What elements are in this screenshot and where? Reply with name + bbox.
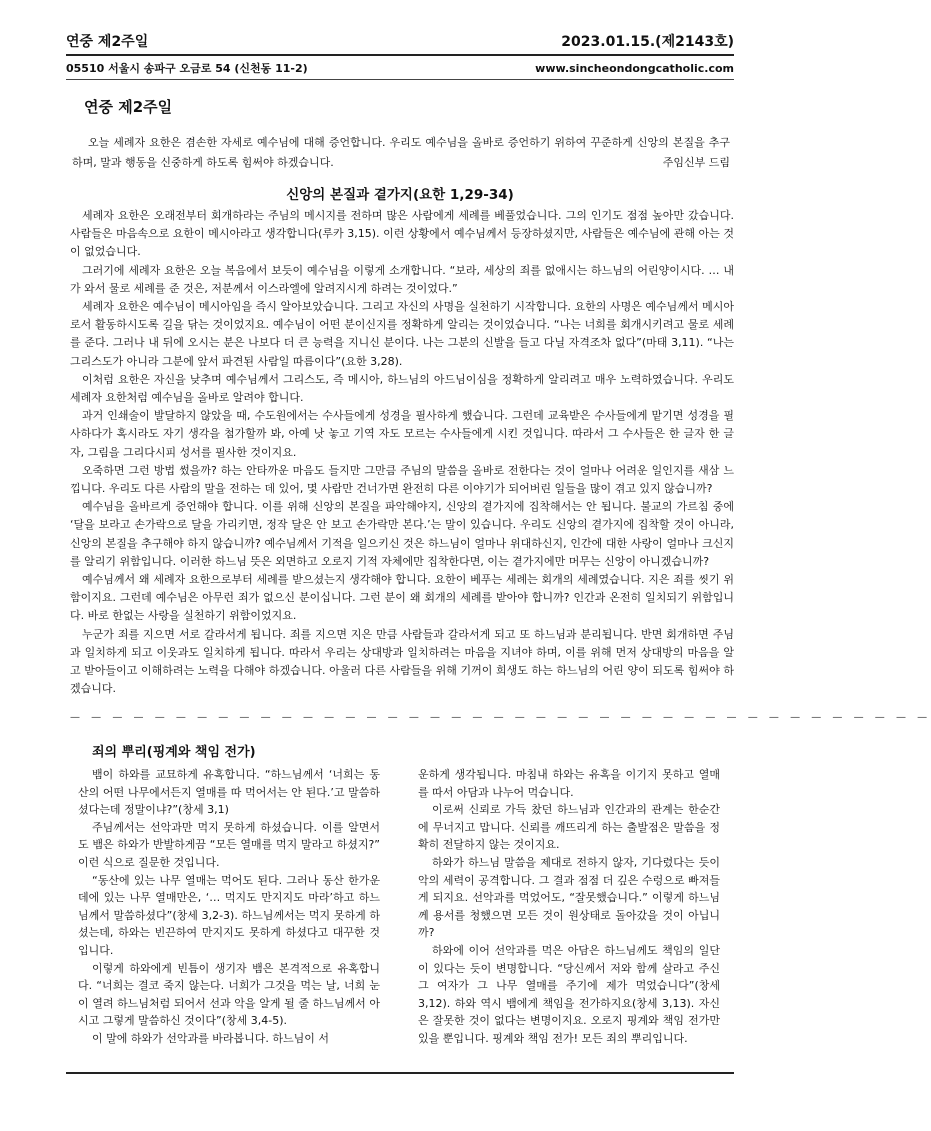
paragraph: 그러기에 세례자 요한은 오늘 복음에서 보듯이 예수님을 이렇게 소개합니다. “보라, 세상의 죄를 없애시는 하느님의 어린양이시다. … 내가 와서 물로 세례를 준 것은, 저분께서 이스라엘에 알려지시게 하려는 것이었다.” xyxy=(70,263,734,295)
header-rule-top xyxy=(66,54,734,56)
intro-body: 오늘 세례자 요한은 겸손한 자세로 예수님에 대해 증언합니다. 우리도 예수님을 올바로 증언하기 위하여 꾸준하게 신앙의 본질을 추구하며, 말과 행동을 신중하게 하도록 힘써야 하겠습니다. xyxy=(72,136,730,169)
paragraph: 예수님을 올바르게 증언해야 합니다. 이를 위해 신앙의 본질을 파악해야지, 신앙의 곁가지에 집착해서는 안 됩니다. 불교의 가르침 중에 ‘달을 보라고 손가락으로 달을 가리키면, 정작 달은 안 보고 손가락만 본다.’는 말이 있습니다. 우리도 신앙의 곁가지에 집착할 것이 아니라, 신앙의 본질을 추구해야 하지 않습니까? 예수님께서 기적을 일으키신 것은 하느님이 얼마나 위대하신지, 인간에 대한 사랑이 얼마나 크신지를 알리기 위함입니다. 이러한 하느님 뜻은 외면하고 오로지 기적 자체에만 집착한다면, 이는 곁가지에만 머무는 신앙이 아니겠습니까? xyxy=(70,500,734,568)
paragraph: 뱀이 하와를 교묘하게 유혹합니다. “하느님께서 ‘너희는 동산의 어떤 나무에서든지 열매를 따 먹어서는 안 된다.’고 말씀하셨다는데 정말이냐?”(창세 3,1) xyxy=(78,768,380,817)
paragraph: 이 말에 하와가 선악과를 바라봅니다. 하느님이 서 xyxy=(92,1031,329,1045)
header-top xyxy=(66,28,734,54)
paragraph: 이처럼 요한은 자신을 낮추며 예수님께서 그리스도, 즉 메시아, 하느님의 아드님이심을 정확하게 알리려고 매우 노력하였습니다. 우리도 세례자 요한처럼 예수님을 올바로 알려야 합니다. xyxy=(70,372,734,405)
paragraph: 누군가 죄를 지으면 서로 갈라서게 됩니다. 죄를 지으면 지은 만큼 사람들과 갈라서게 되고 또 하느님과 분리됩니다. 반면 회개하면 주님과 일치하게 되고 이웃과도 일치하게 됩니다. 따라서 우리는 상대방과 일치하려는 마음을 지녀야 하며, 이를 위해 먼저 상대방의 마음을 알고 받아들이고 이해하려는 노력을 다해야 하겠습니다. 아울러 다른 사람들을 위해 기꺼이 희생도 하는 하느님의 어린 양이 되도록 힘써야 하겠습니다. xyxy=(70,627,734,696)
header-date-issue: 2023.01.15.(제2143호) xyxy=(561,34,734,50)
section1-body xyxy=(70,207,734,698)
paragraph: 하와에 이어 선악과를 먹은 아담은 하느님께도 책임의 일단이 있다는 듯이 변명합니다. “당신께서 저와 함께 살라고 주신 그 여자가 그 나무 열매를 주기에 제가 먹었습니다”(창세 3,12). 하와 역시 뱀에게 책임을 전가하지요(창세 3,13). 자신은 잘못한 것이 없다는 변명이지요. 오로지 핑계와 책임 전가만 있을 뿐입니다. 핑계와 책임 전가! 모든 죄의 뿌리입니다. xyxy=(418,943,720,1045)
paragraph: 세례자 요한은 예수님이 메시아임을 즉시 알아보았습니다. 그리고 자신의 사명을 실천하기 시작합니다. 요한의 사명은 예수님께서 메시아로서 활동하시도록 길을 닦는 것이었지요. 예수님이 어떤 분이신지를 정확하게 알리는 것이었습니다. “나는 너희를 회개시키려고 물로 세례를 준다. 그러나 내 뒤에 오시는 분은 나보다 더 큰 능력을 지니신 분이다. 나는 그분의 신발을 들고 다닐 자격조차 없다”(마태 3,11). “나는 그리스도가 아니라 그분에 앞서 파견된 사람일 따름이다”(요한 3,28). xyxy=(70,300,734,368)
paragraph: 예수님께서 왜 세례자 요한으로부터 세례를 받으셨는지 생각해야 합니다. 요한이 베푸는 세례는 회개의 세례였습니다. 지은 죄를 씻기 위함이지요. 그런데 예수님은 아무런 죄가 없으신 분이십니다. 그런 분이 왜 회개의 세례를 받아야 합니까? 인간과 온전히 일치되기 위함입니다. 바로 한없는 사랑을 실천하기 위함이었지요. xyxy=(70,573,734,623)
section2-title: 죄의 뿌리(핑계와 책임 전가) xyxy=(92,745,256,760)
paragraph: 이렇게 하와에게 빈틈이 생기자 뱀은 본격적으로 유혹합니다. “너희는 결코 죽지 않는다. 너희가 그것을 먹는 날, 너희 눈이 열려 하느님처럼 되어서 선과 악을 알게 될 줄 하느님께서 아시고 그렇게 말씀하신 것이다”(창세 3,4-5). xyxy=(78,961,380,1028)
paragraph: “동산에 있는 나무 열매는 먹어도 된다. 그러나 동산 한가운데에 있는 나무 열매만은, ‘… 먹지도 만지지도 마라’하고 하느님께서 말씀하셨다”(창세 3,2-3). 하느님께서는 먹지 못하게 하셨는데, 하와는 빈끈하여 만지지도 못하게 하셨다고 대꾸한 것입니다. xyxy=(78,873,380,957)
section2-left-column xyxy=(78,766,380,1048)
header-sunday: 연중 제2주일 xyxy=(66,34,149,50)
intro-signature: 주임신부 드림 xyxy=(662,156,730,169)
section2-right-column xyxy=(418,766,720,1048)
paragraph: 세례자 요한은 오래전부터 회개하라는 주님의 메시지를 전하며 많은 사람에게 세례를 베풀었습니다. 그의 인기도 점점 높아만 갔습니다. 사람들은 마음속으로 요한이 메시아라고 생각합니다(루카 3,15). 이런 상황에서 예수님께서 등장하셨지만, 사람들은 예수님에 관해 아는 것이 없었습니다. xyxy=(70,209,734,259)
section1-title: 신앙의 본질과 곁가지(요한 1,29-34) xyxy=(286,187,514,203)
footer-rule xyxy=(66,1072,734,1074)
header-website[interactable]: www.sincheondongcatholic.com xyxy=(535,61,734,75)
paragraph: 주님께서는 선악과만 먹지 못하게 하셨습니다. 이를 알면서도 뱀은 하와가 반발하게끔 “모든 열매를 먹지 말라고 하셨지?” 이런 식으로 질문한 것입니다. xyxy=(78,820,380,869)
paragraph: 이로써 신뢰로 가득 찼던 하느님과 인간과의 관계는 한순간에 무너지고 맙니다. 신뢰를 깨뜨리게 하는 출발점은 말씀을 정확히 전달하지 않는 것이지요. xyxy=(418,803,720,852)
page-title: 연중 제2주일 xyxy=(84,98,173,116)
paragraph: 하와가 하느님 말씀을 제대로 전하지 않자, 기다렸다는 듯이 악의 세력이 공격합니다. 그 결과 점점 더 깊은 수렁으로 빠져들게 되지요. 선악과를 먹었어도, “잘못했습니다.” 이렇게 하느님께 용서를 청했으면 모든 것이 원상태로 돌아갔을 것이 아닙니까? xyxy=(418,855,720,940)
header-rule-bottom xyxy=(66,79,734,80)
header-bottom xyxy=(66,58,734,78)
paragraph: 오죽하면 그런 방법 썼을까? 하는 안타까운 마음도 들지만 그만큼 주님의 말씀을 올바로 전한다는 것이 얼마나 어려운 일인지를 새삼 느낍니다. 우리도 다른 사람의 말을 전하는 데 있어, 몇 사람만 건너가면 완전히 다른 이야기가 되어버린 일들을 많이 겪고 있지 않습니까? xyxy=(70,463,734,496)
paragraph: 과거 인쇄술이 발달하지 않았을 때, 수도원에서는 수사들에게 성경을 필사하게 했습니다. 그런데 교육받은 수사들에게 맡기면 성경을 필사하다가 혹시라도 자기 생각을 첨가할까 봐, 아예 낫 놓고 기역 자도 모르는 수사들에게 시킨 것입니다. 따라서 그 수사들은 한 글자 한 글자, 그림을 그리다시피 성서를 필사한 것이지요. xyxy=(70,409,734,459)
dashed-divider: — — — — — — — — — — — — — — — — — — — — — — — — — — — — — — — — — — — — — — — — — xyxy=(70,712,931,723)
header-address: 05510 서울시 송파구 오금로 54 (신천동 11-2) xyxy=(66,62,308,75)
paragraph: 운하게 생각됩니다. 마침내 하와는 유혹을 이기지 못하고 열매를 따서 아담과 나누어 먹습니다. xyxy=(418,768,720,799)
intro-text xyxy=(72,133,730,173)
